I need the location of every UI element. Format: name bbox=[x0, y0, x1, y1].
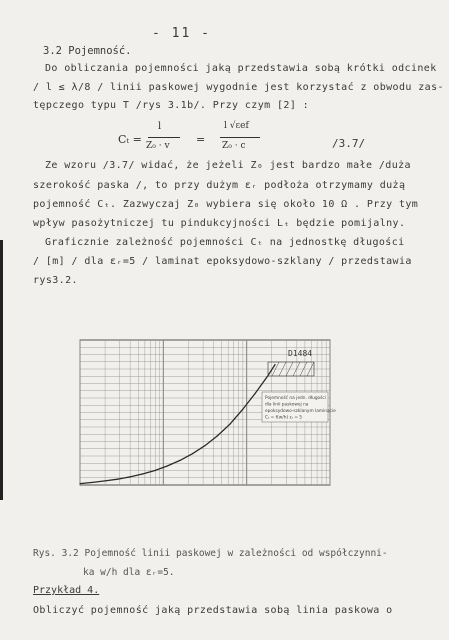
curve-point bbox=[179, 460, 180, 461]
formula-fraction-2-numerator: l √εef bbox=[224, 121, 249, 131]
formula-equals: = bbox=[196, 133, 206, 146]
paragraph-line: rys3.2. bbox=[33, 275, 78, 286]
chart-legend-text: Pojemność na jedn. długości bbox=[265, 396, 326, 401]
equation-number: /3.7/ bbox=[332, 137, 366, 150]
curve-point bbox=[129, 476, 130, 477]
figure-caption-line: Rys. 3.2 Pojemność linii paskowej w zależności od współczynni- bbox=[33, 548, 388, 559]
paragraph-line: Graficznie zależność pojemności Cₜ na jednostkę długości bbox=[45, 237, 405, 248]
curve-point bbox=[242, 409, 243, 410]
paragraph-line: tępczego typu T /rys 3.1b/. Przy czym [2] : bbox=[33, 100, 310, 111]
curve-point bbox=[104, 480, 105, 481]
paragraph-line: szerokość paska /, to przy dużym εᵣ podłoża otrzymamy dużą bbox=[33, 180, 406, 191]
formula-lhs: Cₜ = bbox=[118, 133, 142, 146]
chart-legend-text: epoksydowo-szklanym laminacie bbox=[265, 409, 336, 414]
curve-point bbox=[154, 470, 155, 471]
paragraph-line: Do obliczania pojemności jaką przedstawia sobą krótki odcinek bbox=[45, 63, 437, 74]
curve-point bbox=[217, 435, 218, 436]
paragraph-line: pojemność Cₜ. Zazwyczaj Z₀ wybiera się około 10 Ω . Przy tym bbox=[33, 199, 419, 210]
capacitance-curve bbox=[80, 365, 275, 484]
curve-point bbox=[274, 364, 275, 365]
curve-point bbox=[167, 465, 168, 466]
page-number: - 11 - bbox=[152, 26, 211, 41]
curve-point bbox=[229, 424, 230, 425]
curve-point bbox=[254, 393, 255, 394]
formula-fraction-1-denominator: Z₀ · v bbox=[146, 141, 170, 151]
curve-point bbox=[79, 483, 80, 484]
paragraph-line: Ze wzoru /3.7/ widać, że jeżeli Z₀ jest bardzo małe /duża bbox=[45, 160, 411, 171]
formula-fraction-2-denominator: Z₀ · c bbox=[222, 141, 246, 151]
section-heading: 3.2 Pojemność. bbox=[43, 45, 132, 57]
example-heading: Przykład 4. bbox=[33, 585, 100, 596]
chart-corner-label: D1484 bbox=[288, 349, 313, 358]
paragraph-line: / [m] / dla εᵣ=5 / laminat epoksydowo-szklany / przedstawia bbox=[33, 256, 412, 267]
figure-caption-line: ka w/h dla εᵣ=5. bbox=[83, 567, 175, 578]
chart-legend-text: dla linii paskowej na bbox=[265, 402, 309, 408]
chart-legend-text: Cₜ = f(w/h) εᵣ = 5 bbox=[265, 415, 303, 421]
paragraph-line: wpływ pasożytniczej tu pindukcyjności Lₜ będzie pomijalny. bbox=[33, 218, 406, 229]
paragraph-line: / l ≤ λ/8 / linii paskowej wygodnie jest korzystać z obwodu zas- bbox=[33, 82, 444, 93]
paragraph-line: Obliczyć pojemność jaką przedstawia sobą linia paskowa o bbox=[33, 605, 393, 616]
curve-point bbox=[204, 445, 205, 446]
formula-fraction-1-numerator: l bbox=[158, 121, 162, 132]
curve-point bbox=[117, 479, 118, 480]
curve-point bbox=[92, 482, 93, 483]
curve-point bbox=[142, 473, 143, 474]
curve-point bbox=[192, 453, 193, 454]
